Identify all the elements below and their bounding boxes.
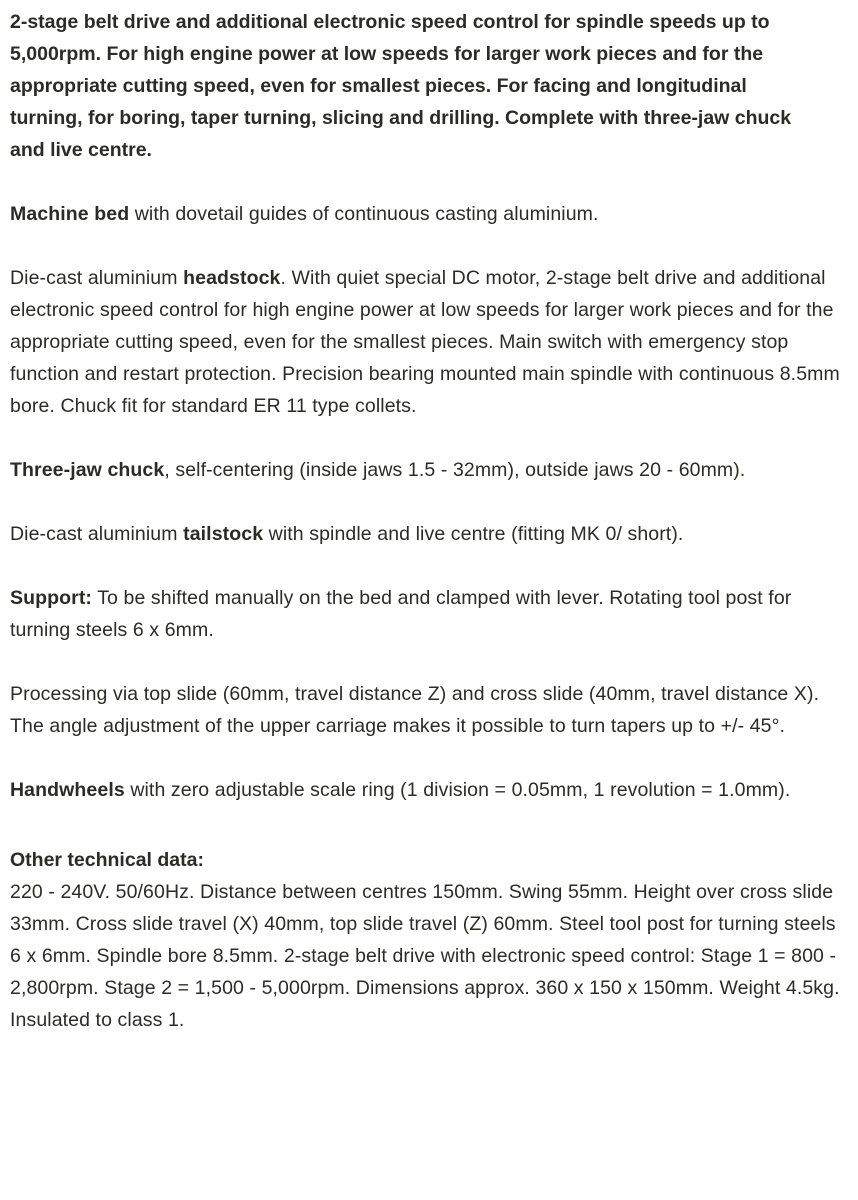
section-handwheels-lead: Handwheels (10, 779, 125, 801)
section-slides (10, 678, 848, 742)
section-machine-bed-text: with dovetail guides of continuous casting aluminium. (129, 203, 599, 225)
section-machine-bed (10, 198, 848, 230)
spacer (10, 422, 848, 454)
section-handwheels-text: with zero adjustable scale ring (1 division = 0.05mm, 1 revolution = 1.0mm). (124, 779, 791, 801)
section-headstock-text: . With quiet special DC motor, 2-stage belt drive and additional electronic speed control for high engine power at low speeds for larger work pieces and for the appropriate cutting speed, even for the smallest pieces. Main switch with emergency stop function and restart protection. Precision bearing mounted main spindle with continuous 8.5mm bore. Chuck fit for standard ER 11 type collets. (10, 267, 840, 417)
section-machine-bed-lead: Machine bed (10, 203, 130, 225)
spacer (10, 550, 848, 582)
spacer (10, 486, 848, 518)
section-three-jaw-chuck (10, 454, 848, 486)
technical-data-heading: Other technical data: (10, 849, 204, 871)
spacer (10, 742, 848, 774)
spacer (10, 230, 848, 262)
section-headstock-lead: headstock (183, 267, 281, 289)
section-support-text: To be shifted manually on the bed and clamped with lever. Rotating tool post for turning steels 6 x 6mm. (10, 587, 792, 641)
spacer (10, 166, 848, 198)
technical-data-body: 220 - 240V. 50/60Hz. Distance between centres 150mm. Swing 55mm. Height over cross slide 33mm. Cross slide travel (X) 40mm, top slide travel (Z) 60mm. Steel tool post for turning steels 6 x 6mm. Spindle bore 8.5mm. 2-stage belt drive with electronic speed control: Stage 1 = 800 - 2,800rpm. Stage 2 = 1,500 - 5,000rpm. Dimensions approx. 360 x 150 x 150mm. Weight 4.5kg. Insulated to class 1. (10, 881, 840, 1031)
section-tailstock-lead: tailstock (183, 523, 264, 545)
section-three-jaw-chuck-text: , self-centering (inside jaws 1.5 - 32mm), outside jaws 20 - 60mm). (164, 459, 746, 481)
section-support-lead: Support: (10, 587, 93, 609)
section-three-jaw-chuck-lead: Three-jaw chuck (10, 459, 165, 481)
section-tailstock-text: with spindle and live centre (fitting MK 0/ short). (263, 523, 684, 545)
section-headstock (10, 262, 848, 422)
intro-paragraph: 2-stage belt drive and additional electronic speed control for spindle speeds up to 5,000rpm. For high engine power at low speeds for larger work pieces and for the appropriate cutting speed, even for smallest pieces. For facing and longitudinal turning, for boring, taper turning, slicing and drilling. Complete with three-jaw chuck and live centre. (10, 11, 792, 161)
section-tailstock (10, 518, 848, 550)
section-tailstock-pre: Die-cast aluminium (10, 523, 184, 545)
section-support (10, 582, 848, 646)
section-handwheels (10, 774, 848, 806)
spacer (10, 806, 848, 844)
spacer (10, 646, 848, 678)
section-slides-text: Processing via top slide (60mm, travel distance Z) and cross slide (40mm, travel distance X). The angle adjustment of the upper carriage makes it possible to turn tapers up to +/- 45°. (10, 683, 820, 737)
section-headstock-pre: Die-cast aluminium (10, 267, 184, 289)
